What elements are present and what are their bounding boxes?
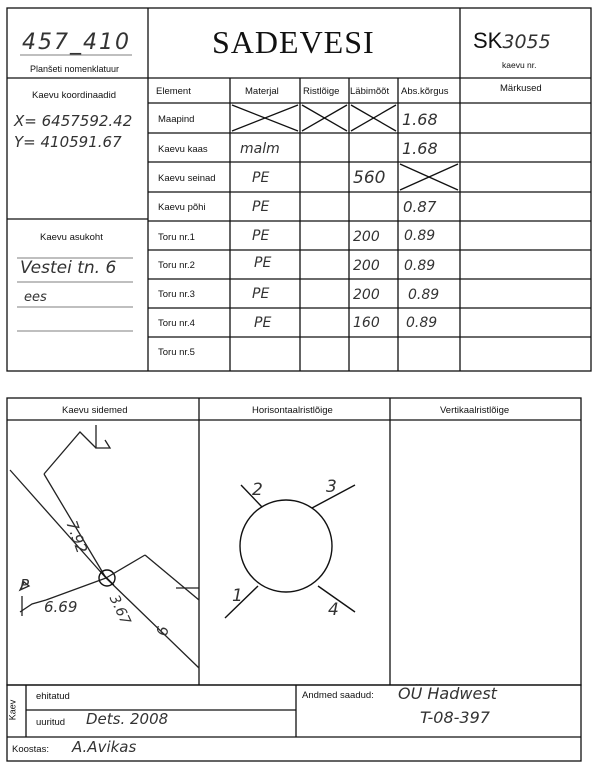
ehitatud-label: ehitatud — [36, 691, 70, 702]
koostas-label: Koostas: — [12, 744, 49, 755]
row-abs: 0.89 — [404, 228, 436, 244]
row-abs: 0.89 — [404, 258, 436, 274]
sketch-dim: 6 — [153, 624, 173, 638]
row-material: PE — [252, 286, 270, 302]
row-material: PE — [252, 170, 270, 186]
sketch-dim: 3.67 — [105, 592, 134, 628]
row-diameter: 560 — [353, 168, 386, 188]
row-element: Maapind — [158, 114, 195, 125]
row-diameter: 200 — [353, 229, 380, 245]
th-abs-height: Abs.kõrgus — [401, 86, 449, 97]
pipe-label: 4 — [328, 600, 339, 620]
kaev-label: Kaev — [7, 699, 18, 721]
lower-col3-header: Vertikaalristlõige — [440, 405, 510, 416]
row-diameter: 200 — [353, 287, 380, 303]
row-abs: 0.89 — [406, 315, 438, 331]
row-element: Toru nr.3 — [158, 289, 195, 300]
well-label: kaevu nr. — [502, 60, 537, 70]
pipe-label: 1 — [232, 586, 243, 606]
sketch-dim: 7.92 — [62, 518, 91, 556]
location-line2: ees — [24, 290, 47, 305]
row-diameter: 160 — [353, 315, 380, 331]
sheet-label: Planšeti nomenklatuur — [30, 64, 120, 74]
coord-x: X= 6457592.42 — [14, 112, 133, 130]
row-diameter: 200 — [353, 258, 380, 274]
row-material: PE — [254, 255, 272, 271]
row-element: Kaevu põhi — [158, 202, 206, 213]
pipe-label: 3 — [326, 477, 337, 497]
row-abs: 0.89 — [408, 287, 440, 303]
andmed-label: Andmed saadud: — [302, 690, 374, 701]
uuritud-value: Dets. 2008 — [86, 710, 169, 728]
location-line1: Vestei tn. 6 — [20, 258, 117, 278]
row-material: PE — [254, 315, 272, 331]
andmed-value-1: OÜ Hadwest — [398, 684, 497, 703]
th-cross-section: Ristlõige — [303, 86, 340, 97]
row-element: Kaevu kaas — [158, 144, 208, 155]
row-element: Toru nr.5 — [158, 347, 195, 358]
sketch-dim: 6.69 — [44, 598, 78, 616]
lower-col2-header: Horisontaalristlõige — [252, 405, 333, 416]
well-number: 3055 — [502, 31, 551, 53]
uuritud-label: uuritud — [36, 717, 66, 728]
th-remarks: Märkused — [500, 83, 542, 94]
row-abs: 1.68 — [402, 110, 438, 129]
well-prefix: SK — [473, 28, 503, 53]
pipe-label: 2 — [252, 480, 263, 500]
th-material: Materjal — [245, 86, 279, 97]
page-title: SADEVESI — [212, 24, 375, 60]
row-element: Toru nr.4 — [158, 318, 195, 329]
row-abs: 0.87 — [403, 198, 437, 216]
row-element: Toru nr.1 — [158, 232, 195, 243]
coords-label: Kaevu koordinaadid — [32, 90, 116, 101]
sheet-number: 457_410 — [22, 30, 131, 55]
row-element: Kaevu seinad — [158, 173, 216, 184]
andmed-value-2: T-08-397 — [420, 708, 490, 727]
coord-y: Y= 410591.67 — [14, 133, 122, 151]
th-diameter: Läbimõõt — [350, 86, 390, 97]
location-label: Kaevu asukoht — [40, 232, 103, 243]
row-material: malm — [240, 141, 280, 157]
koostas-value: A.Avikas — [72, 738, 137, 756]
th-element: Element — [156, 86, 191, 97]
sketch-marker: P — [20, 576, 30, 594]
lower-col1-header: Kaevu sidemed — [62, 405, 128, 416]
row-material: PE — [252, 228, 270, 244]
row-abs: 1.68 — [402, 139, 438, 158]
row-material: PE — [252, 199, 270, 215]
row-element: Toru nr.2 — [158, 260, 195, 271]
